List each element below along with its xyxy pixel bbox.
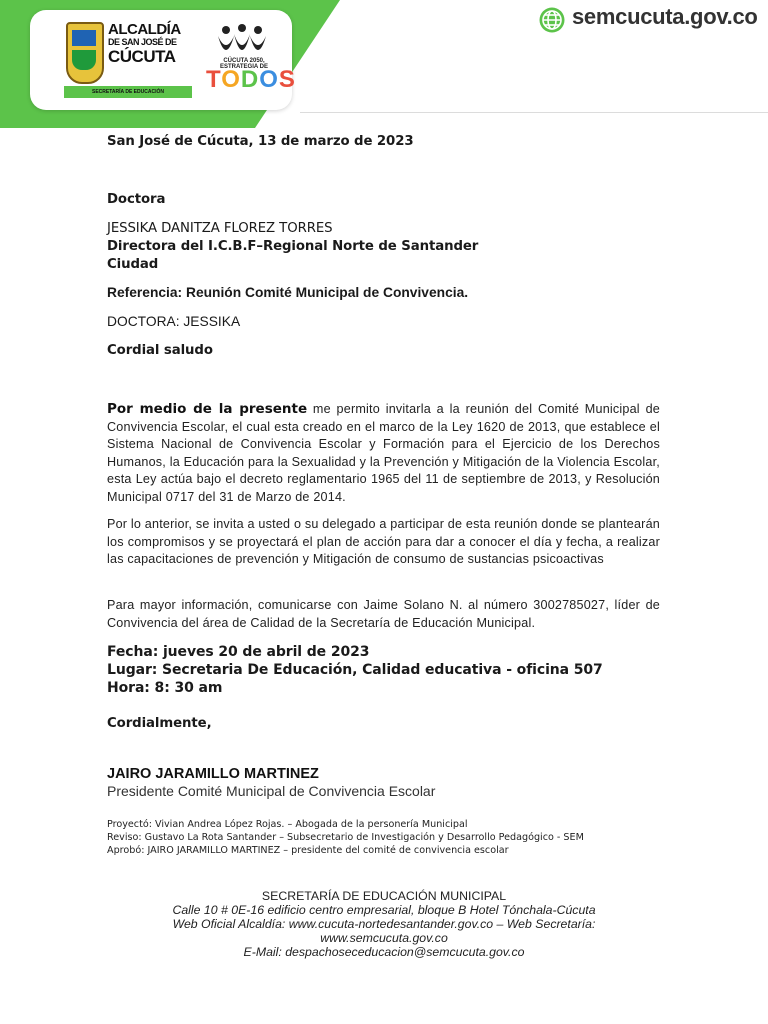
meeting-date: Fecha: jueves 20 de abril de 2023 [107, 644, 370, 660]
recipient-role: Directora del I.C.B.F–Regional Norte de Santander [107, 239, 479, 254]
credit-line: Proyectó: Vivian Andrea López Rojas. – Abogada de la personería Municipal [107, 819, 468, 830]
todos-letter: O [259, 66, 279, 93]
secretaria-label: SECRETARÍA DE EDUCACIÓN [64, 86, 192, 98]
todos-letter: D [240, 66, 260, 93]
todos-caption: CÚCUTA 2050, ESTRATEGIA DE [219, 58, 268, 70]
date-line: San José de Cúcuta, 13 de marzo de 2023 [107, 134, 414, 149]
alcaldia-line-1: ALCALDÍA [108, 21, 181, 38]
footer-email [100, 945, 668, 960]
paragraph-purpose: Por lo anterior, se invita a usted o su delegado a participar de esta reunión donde se plantearán los compromisos y se proyectará el plan de acción para dar a conocer el día y fecha, a realizar las capacitaciones de prevención y Mitigación de consumo de sustancias psicoactivas [107, 517, 660, 566]
recipient-name: JESSIKA DANITZA FLOREZ TORRES [107, 221, 333, 236]
todos-logo-word [206, 66, 296, 94]
salutation-title: Doctora [107, 192, 166, 207]
signer-name: JAIRO JARAMILLO MARTINEZ [107, 766, 319, 782]
paragraph-invitation [107, 401, 660, 506]
paragraph-invitation-text: me permito invitarla a la reunión del Comité Municipal de Convivencia Escolar, el cual esta creado en el marco de la Ley 1620 de 2013, que establece el Sistema Nacional de Convivencia Escolar y Formación para el Ejercicio de los Derechos Humanos, la Educación para la Sexualidad y la Prevención y Mitigación de la Violencia Escolar, esta Ley actúa bajo el decreto reglamentario 1965 del 11 de septiembre de 2013, y Resolución Municipal 0717 del 31 de Marzo de 2014. [107, 402, 660, 504]
alcaldia-line-3: CÚCUTA [108, 47, 176, 66]
footer-office: SECRETARÍA DE EDUCACIÓN MUNICIPAL [261, 889, 507, 903]
footer-address [100, 903, 668, 918]
meeting-place: Lugar: Secretaria De Educación, Calidad educativa - oficina 507 [107, 662, 603, 678]
todos-letter: O [221, 66, 241, 93]
reference-line: Referencia: Reunión Comité Municipal de Convivencia. [107, 285, 469, 300]
coat-of-arms-icon [66, 22, 104, 84]
meeting-time: Hora: 8: 30 am [107, 680, 223, 696]
paragraph-lead: Por medio de la presente [107, 401, 308, 417]
closing: Cordialmente, [107, 716, 212, 731]
credit-line: Reviso: Gustavo La Rota Santander – Subsecretario de Investigación y Desarrollo Pedagógico - SEM [107, 832, 584, 843]
credit-line: Aprobó: JAIRO JARAMILLO MARTINEZ – presidente del comité de convivencia escolar [107, 845, 509, 856]
greeting-name: DOCTORA: JESSIKA [107, 314, 241, 329]
alcaldia-line-2: DE SAN JOSÉ DE [108, 37, 177, 47]
footer-web-secretaria-link[interactable]: www.semcucuta.gov.co [320, 931, 448, 945]
footer-email-link[interactable]: E-Mail: despachoseceducacion@semcucuta.gov.co [243, 945, 525, 959]
signer-title: Presidente Comité Municipal de Convivencia Escolar [107, 783, 436, 799]
globe-icon [538, 6, 566, 34]
logo-card [30, 10, 296, 110]
greeting: Cordial saludo [107, 343, 213, 358]
alcaldia-logo-text [108, 22, 192, 65]
todos-letter: S [278, 66, 296, 93]
footer-address-text: Calle 10 # 0E-16 edificio centro empresarial, bloque B Hotel Tónchala-Cúcuta [172, 903, 596, 917]
footer-web [100, 917, 668, 932]
todos-letter: T [206, 66, 222, 93]
footer-web-secretaria [100, 931, 668, 946]
people-group-icon [212, 24, 272, 58]
recipient-city: Ciudad [107, 257, 159, 272]
header-divider [300, 112, 768, 113]
website-link[interactable]: semcucuta.gov.co [572, 4, 758, 29]
paragraph-contact: Para mayor información, comunicarse con Jaime Solano N. al número 3002785027, líder de Convivencia del área de Calidad de la Secretaría de Educación Municipal. [107, 598, 660, 630]
footer-web-text[interactable]: Web Oficial Alcaldía: www.cucuta-nortedesantander.gov.co – Web Secretaría: [172, 917, 596, 931]
